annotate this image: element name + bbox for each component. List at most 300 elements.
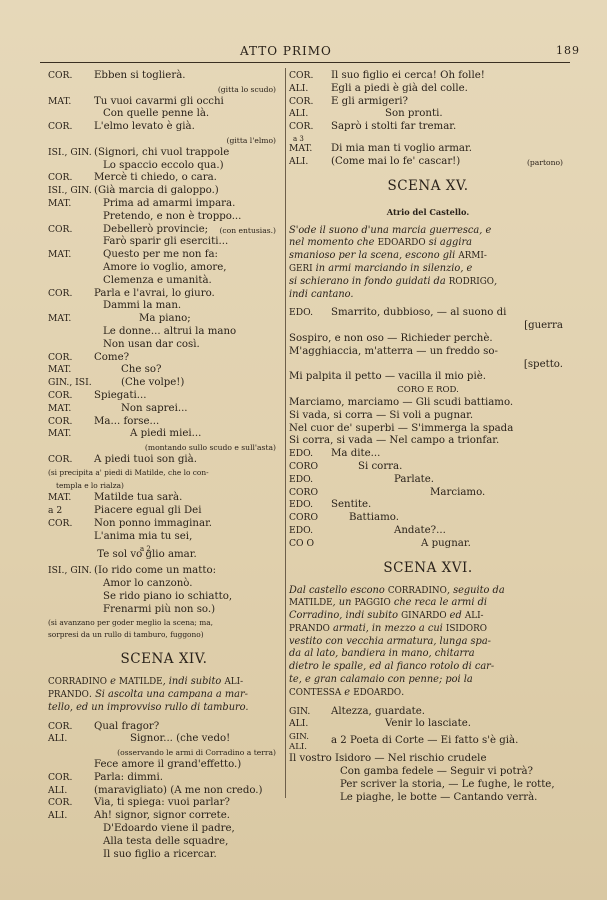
stage-direction-line bbox=[289, 237, 567, 250]
line-text: L'anima mia tu sei, bbox=[94, 530, 193, 542]
line-text: Di mia man ti voglio armar. bbox=[331, 142, 472, 154]
stage-note bbox=[48, 467, 280, 493]
speaker-label: EDO. bbox=[289, 448, 313, 460]
dialogue-line bbox=[48, 565, 280, 578]
stage-text: , indi subito bbox=[162, 676, 225, 688]
speaker-label: MAT. bbox=[48, 313, 72, 325]
line-text: Alla testa delle squadre, bbox=[103, 835, 229, 847]
stage-direction-line bbox=[48, 676, 280, 689]
dialogue-block bbox=[48, 721, 280, 862]
stage-direction-line bbox=[289, 289, 567, 302]
dialogue-line bbox=[48, 797, 280, 810]
stage-text: S'ode il suono d'una marcia guerresca, e bbox=[289, 224, 492, 236]
stage-direction-line bbox=[289, 648, 567, 661]
chorus-line: Marciamo, marciamo — Gli scudi battiamo. bbox=[289, 396, 514, 408]
speaker-label: MAT. bbox=[48, 364, 72, 376]
stage-note: (osservando le armi di Corradino a terra) bbox=[117, 748, 276, 758]
dialogue-line bbox=[48, 531, 280, 544]
character-name: ISIDORO bbox=[445, 623, 487, 634]
line-text: Ma piano; bbox=[139, 313, 191, 325]
line-text: Qual fragor? bbox=[94, 720, 160, 732]
running-header bbox=[0, 42, 607, 62]
dialogue-line bbox=[289, 792, 567, 805]
dialogue-line bbox=[289, 333, 567, 346]
speaker-label: ISI., GIN. bbox=[48, 146, 92, 158]
dialogue-block bbox=[289, 448, 567, 550]
speaker-label: ALI. bbox=[48, 784, 68, 796]
speaker-label: CORO bbox=[289, 486, 319, 498]
line-text: (Già marcia di galoppo.) bbox=[94, 185, 219, 197]
stage-direction-line bbox=[289, 623, 567, 636]
dialogue-line bbox=[48, 352, 280, 365]
line-text: Questo per me non fa: bbox=[103, 249, 218, 261]
dialogue-line bbox=[289, 753, 567, 766]
line-text: Amore io voglio, amore, bbox=[103, 261, 227, 273]
character-name: CORRADINO bbox=[387, 585, 447, 596]
dialogue-line bbox=[48, 441, 280, 454]
character-name: CONTESSA bbox=[289, 687, 342, 698]
line-text: Con gamba fedele — Seguir vi potrà? bbox=[340, 766, 533, 778]
dialogue-line bbox=[48, 810, 280, 823]
dialogue-line bbox=[48, 785, 280, 798]
dialogue-line bbox=[48, 578, 280, 591]
line-text: [guerra bbox=[524, 320, 563, 332]
line-text: Come? bbox=[94, 351, 130, 363]
stage-direction-line bbox=[289, 276, 567, 289]
dialogue-line bbox=[48, 604, 280, 617]
dialogue-line bbox=[48, 364, 280, 377]
stage-note-line: (si precipita a' piedi di Matilde, che lo con- bbox=[48, 467, 209, 477]
speaker-label: COR. bbox=[48, 172, 73, 184]
dialogue-line bbox=[289, 499, 567, 512]
line-text: Non usan dar così. bbox=[103, 338, 200, 350]
line-text: (Che volpe!) bbox=[121, 377, 185, 389]
stage-direction-line bbox=[289, 636, 567, 649]
line-text: Saprò i stolti far tremar. bbox=[331, 121, 457, 133]
line-text: Sentite. bbox=[331, 499, 372, 511]
speaker-label: COR. bbox=[48, 70, 73, 81]
line-text: Egli a piedi è già del colle. bbox=[331, 82, 468, 94]
line-text: (Signori, chi vuol trappole bbox=[94, 146, 230, 158]
stage-direction-line bbox=[289, 225, 567, 238]
character-name: ARMI- bbox=[458, 251, 487, 262]
line-text: Andate?... bbox=[394, 524, 446, 536]
stage-note: (gitta l'elmo) bbox=[226, 135, 276, 145]
line-text: Via, ti spiega: vuoi parlar? bbox=[94, 797, 230, 809]
line-text: Non saprei... bbox=[121, 402, 188, 414]
dialogue-line bbox=[48, 108, 280, 121]
line-text: Venir lo lasciate. bbox=[385, 718, 471, 730]
line-text: (Io rido come un matto: bbox=[94, 565, 217, 577]
stage-note-line: templa e lo rialza) bbox=[56, 480, 124, 490]
dialogue-line bbox=[289, 512, 567, 525]
speaker-label: COR. bbox=[289, 121, 314, 133]
line-text: [spetto. bbox=[523, 358, 563, 370]
speaker-label: MAT. bbox=[289, 142, 313, 154]
dialogue-line bbox=[289, 121, 567, 134]
stage-direction-line bbox=[289, 610, 567, 623]
chorus-line: Nel cuor de' superbi — S'immerga la spada bbox=[289, 422, 514, 434]
stage-text: . bbox=[401, 686, 405, 698]
line-text: Ebben si toglierà. bbox=[94, 70, 186, 81]
line-text: Altezza, guardate. bbox=[331, 705, 426, 717]
line-text: M'agghiaccia, m'atterra — un freddo so- bbox=[289, 345, 498, 357]
dialogue-line bbox=[48, 518, 280, 531]
speaker-label: ISI., GIN. bbox=[48, 185, 92, 197]
scene-setting: Atrio del Castello. bbox=[386, 206, 470, 217]
character-name: EDOARDO bbox=[353, 687, 402, 698]
speaker-label: ALI. bbox=[48, 733, 68, 745]
line-text: Ah! signor, signor correte. bbox=[94, 810, 230, 822]
line-text: Marciamo. bbox=[430, 486, 486, 498]
dialogue-line bbox=[48, 185, 280, 198]
chorus-label: CORO E ROD. bbox=[397, 385, 459, 396]
line-text: Il suo figlio a ricercar. bbox=[103, 848, 217, 860]
stage-note-line: (si avanzano per goder meglio la scena; ma, bbox=[48, 617, 213, 627]
stage-text: te, e gran calamaio con penne; poi la bbox=[289, 674, 473, 686]
stage-text: e bbox=[341, 686, 354, 698]
stage-direction-line bbox=[289, 661, 567, 674]
stage-direction bbox=[289, 585, 567, 700]
dialogue-block bbox=[289, 307, 567, 384]
dialogue-block bbox=[48, 565, 280, 616]
line-text: Prima ad amarmi impara. bbox=[103, 197, 236, 209]
stage-note: (partono) bbox=[526, 157, 563, 167]
line-text: Frenarmi più non so.) bbox=[103, 603, 216, 615]
character-name: ALI- bbox=[224, 677, 244, 688]
header-rule bbox=[40, 62, 570, 63]
dialogue-line bbox=[48, 147, 280, 160]
stage-direction-line bbox=[289, 263, 567, 276]
dialogue-line bbox=[289, 143, 567, 156]
speaker-label: MAT. bbox=[48, 492, 72, 504]
dialogue-line bbox=[48, 339, 280, 352]
dialogue-block bbox=[289, 706, 567, 732]
stage-direction-line bbox=[289, 250, 567, 263]
dialogue-line bbox=[48, 591, 280, 604]
speaker-label: CORO bbox=[289, 512, 319, 524]
speaker-label: MAT. bbox=[48, 428, 72, 440]
dialogue-line bbox=[48, 377, 280, 390]
line-text: Parla e l'avrai, lo giuro. bbox=[94, 287, 215, 299]
right-column bbox=[289, 70, 567, 804]
dialogue-line bbox=[289, 307, 567, 320]
stage-text: dietro le spalle, ed al fianco rotolo di car- bbox=[289, 661, 495, 673]
dialogue-line bbox=[48, 288, 280, 301]
dialogue-line bbox=[48, 836, 280, 849]
stage-direction-line bbox=[48, 689, 280, 702]
stage-text: da al lato, bandiera in mano, chitarra bbox=[289, 648, 475, 660]
left-column bbox=[48, 70, 280, 861]
stage-text: Dal castello escono bbox=[289, 584, 388, 596]
line-text: E gli armigeri? bbox=[331, 95, 408, 107]
speaker-label: GIN. bbox=[289, 705, 311, 717]
dialogue-line bbox=[48, 403, 280, 416]
line-text: Le donne... altrui la mano bbox=[103, 325, 237, 337]
stage-text: si schierano in fondo guidati da bbox=[289, 275, 449, 287]
stage-text: , bbox=[494, 275, 498, 287]
line-text: A piedi miei... bbox=[130, 428, 202, 440]
speaker-label: GIN. bbox=[289, 732, 309, 743]
line-text: D'Edoardo viene il padre, bbox=[103, 823, 235, 835]
stage-direction bbox=[289, 225, 567, 302]
stage-note: (gitta lo scudo) bbox=[217, 84, 276, 94]
speaker-label: COR. bbox=[48, 797, 73, 809]
dialogue-line bbox=[48, 492, 280, 505]
stage-text: . Si ascolta una campana a mar- bbox=[88, 689, 248, 701]
stage-note: (montando sullo scudo e sull'asta) bbox=[144, 443, 276, 453]
dialogue-line bbox=[48, 224, 280, 237]
speaker-label: ALI. bbox=[289, 155, 309, 167]
dialogue-line bbox=[48, 721, 280, 734]
dialogue-line bbox=[48, 505, 280, 518]
dialogue-line bbox=[289, 779, 567, 792]
line-text: Amor lo canzonò. bbox=[103, 578, 193, 590]
speaker-label: COR. bbox=[48, 287, 73, 299]
speaker-label: MAT. bbox=[48, 95, 72, 107]
dialogue-line bbox=[48, 823, 280, 836]
chorus-line: Si corra, si vada — Nel campo a trionfar. bbox=[289, 435, 500, 447]
dialogue-block bbox=[289, 753, 567, 804]
dialogue-line bbox=[289, 766, 567, 779]
dialogue-line bbox=[289, 346, 567, 359]
speaker-label: ALI. bbox=[289, 82, 309, 94]
duet-mark: a 2 bbox=[140, 545, 151, 554]
character-name: PAGGIO bbox=[354, 598, 391, 609]
header-title: ATTO PRIMO bbox=[240, 44, 332, 58]
character-name: ALI- bbox=[464, 611, 484, 622]
dialogue-line bbox=[289, 461, 567, 474]
trio-mark: a 3 bbox=[293, 134, 304, 143]
dialogue-line bbox=[289, 731, 567, 753]
character-name: PRANDO bbox=[48, 690, 89, 701]
speaker-label: COR. bbox=[48, 121, 73, 133]
dialogue-block bbox=[289, 70, 567, 134]
stage-text: , un bbox=[332, 597, 355, 609]
dialogue-line bbox=[48, 262, 280, 275]
dialogue-line bbox=[289, 706, 567, 719]
line-text: Spiegati... bbox=[94, 389, 147, 401]
line-text: (Come mai lo fe' cascar!) bbox=[331, 155, 461, 167]
speaker-label: COR. bbox=[48, 389, 73, 401]
dialogue-line bbox=[48, 121, 280, 134]
dialogue-line bbox=[48, 733, 280, 746]
dialogue-line bbox=[48, 428, 280, 441]
dialogue-line bbox=[289, 487, 567, 500]
line-text: Piacere egual gli Dei bbox=[94, 505, 202, 517]
dialogue-block bbox=[48, 492, 280, 543]
line-text: Si corra. bbox=[358, 460, 403, 472]
dialogue-line bbox=[289, 525, 567, 538]
stage-text: che reca le armi di bbox=[390, 597, 487, 609]
character-name: EDOARDO bbox=[377, 238, 426, 249]
scene-heading: SCENA XIV. bbox=[120, 651, 208, 668]
character-name: GINARDO bbox=[401, 611, 447, 622]
dialogue-line bbox=[48, 83, 280, 96]
stage-text: ed bbox=[446, 610, 465, 622]
dialogue-line bbox=[48, 172, 280, 185]
stage-text: , seguito da bbox=[446, 584, 505, 596]
stage-note bbox=[48, 617, 280, 643]
dialogue-line bbox=[48, 198, 280, 211]
character-name: PRANDO bbox=[289, 623, 330, 634]
line-text: Ma... forse... bbox=[94, 415, 160, 427]
line-text: A piedi tuoi son già. bbox=[94, 453, 197, 465]
speaker-label: ALI. bbox=[289, 718, 309, 730]
dialogue-line bbox=[48, 249, 280, 262]
speaker-label: COR. bbox=[48, 517, 73, 529]
stage-text: Corradino, indi subito bbox=[289, 610, 402, 622]
character-name: MATILDE bbox=[289, 598, 333, 609]
stage-text: smanioso per la scena, escono gli bbox=[289, 250, 459, 262]
stage-direction-line bbox=[289, 674, 567, 687]
line-text: A pugnar. bbox=[421, 537, 471, 549]
dialogue-line bbox=[48, 416, 280, 429]
dialogue-line bbox=[289, 448, 567, 461]
dialogue-line bbox=[48, 236, 280, 249]
speaker-label: CO O bbox=[289, 537, 315, 549]
stage-text: nel momento che bbox=[289, 237, 378, 249]
stage-direction-line bbox=[289, 597, 567, 610]
line-text: Signor... (che vedo! bbox=[130, 733, 231, 745]
stage-text: tello, ed un improvviso rullo di tamburo. bbox=[48, 701, 249, 713]
line-text: Dammi la man. bbox=[103, 300, 182, 312]
scene-heading: SCENA XVI. bbox=[383, 559, 473, 576]
dialogue-line bbox=[289, 474, 567, 487]
speaker-label: a 2 bbox=[48, 505, 63, 517]
character-name: MATILDE bbox=[119, 677, 163, 688]
line-text: Battiamo. bbox=[349, 512, 399, 524]
speaker-label: CORO bbox=[289, 460, 319, 472]
line-text: vo bbox=[130, 549, 143, 561]
line-text: Mercè ti chiedo, o cara. bbox=[94, 172, 217, 184]
dialogue-line bbox=[48, 326, 280, 339]
dialogue-line bbox=[48, 300, 280, 313]
stage-text: in armi marciando in silenzio, e bbox=[312, 262, 473, 274]
column-divider bbox=[285, 68, 286, 798]
dialogue-line bbox=[48, 134, 280, 147]
dialogue-line bbox=[289, 156, 567, 169]
speaker-label: COR. bbox=[48, 223, 73, 235]
line-text: Pretendo, e non è troppo... bbox=[103, 210, 242, 222]
dialogue-line bbox=[289, 359, 567, 372]
dialogue-block bbox=[48, 70, 280, 467]
line-text: Sospiro, e non oso — Richieder perchè. bbox=[289, 332, 493, 344]
stage-note: (con entusias.) bbox=[219, 225, 276, 235]
dialogue-line bbox=[48, 454, 280, 467]
stage-direction-line bbox=[289, 585, 567, 598]
line-text: glio amar. bbox=[145, 549, 197, 561]
stage-text: e bbox=[106, 676, 120, 688]
line-text: Debellerò provincie; bbox=[103, 223, 209, 235]
line-text: Se rido piano io schiatto, bbox=[103, 591, 233, 603]
line-text: (maravigliato) (A me non credo.) bbox=[94, 784, 263, 796]
line-text: Son pronti. bbox=[385, 108, 443, 120]
speaker-label: MAT. bbox=[48, 402, 72, 414]
speaker-label: ALI. bbox=[48, 810, 68, 822]
line-text: a 2 Poeta di Corte — Ei fatto s'è già. bbox=[331, 735, 519, 747]
speaker-label: COR. bbox=[48, 415, 73, 427]
speaker-label: COR. bbox=[289, 95, 314, 107]
dialogue-line bbox=[48, 96, 280, 109]
chorus-line: Si vada, si corra — Si voli a pugnar. bbox=[289, 409, 474, 421]
character-name: GERI bbox=[289, 263, 313, 274]
speaker-label: ISI., GIN. bbox=[48, 565, 92, 577]
dialogue-line bbox=[48, 160, 280, 173]
stage-text: si aggira bbox=[425, 237, 472, 249]
dialogue-line bbox=[289, 718, 567, 731]
line-text: Tu vuoi cavarmi gli occhi bbox=[94, 95, 224, 107]
dialogue-line bbox=[289, 108, 567, 121]
line-text: Parlate. bbox=[394, 473, 435, 485]
speaker-label: EDO. bbox=[289, 524, 313, 536]
speaker-label: ALI. bbox=[289, 742, 308, 753]
line-text: Le piaghe, le botte — Cantando verrà. bbox=[340, 791, 538, 803]
dialogue-line bbox=[289, 70, 567, 83]
stage-text: vestito con vecchia armatura, lunga spa- bbox=[289, 635, 491, 647]
line-text: Parla: dimmi. bbox=[94, 771, 163, 783]
dialogue-line bbox=[289, 371, 567, 384]
character-name: CORRADINO bbox=[48, 677, 107, 688]
trio-mark-line bbox=[289, 134, 567, 143]
stage-direction-line bbox=[48, 702, 280, 715]
stage-direction-line bbox=[289, 687, 567, 700]
dialogue-line bbox=[48, 746, 280, 759]
dialogue-line bbox=[48, 70, 280, 83]
stage-note-line: sorpresi da un rullo di tamburo, fuggono) bbox=[48, 630, 204, 640]
speaker-label: EDO. bbox=[289, 307, 313, 319]
speaker-label: ALI. bbox=[289, 108, 309, 120]
dialogue-line bbox=[48, 772, 280, 785]
line-text: Lo spaccio eccolo qua.) bbox=[103, 159, 224, 171]
dialogue-line bbox=[48, 211, 280, 224]
line-text: Mi palpita il petto — vacilla il mio piè. bbox=[289, 371, 486, 383]
dialogue-line bbox=[289, 83, 567, 96]
stage-text: indi cantano. bbox=[289, 288, 354, 300]
line-text: Fece amore il grand'effetto.) bbox=[94, 759, 242, 771]
line-text: Ma dite... bbox=[331, 448, 381, 460]
speaker-label: COR. bbox=[289, 70, 314, 81]
dialogue-line bbox=[289, 96, 567, 109]
page-number: 189 bbox=[556, 44, 580, 57]
dialogue-line bbox=[48, 849, 280, 862]
dialogue-line bbox=[48, 759, 280, 772]
dialogue-line bbox=[289, 538, 567, 551]
speaker-label: MAT. bbox=[48, 249, 72, 261]
line-text: Matilde tua sarà. bbox=[94, 492, 183, 504]
line-text: Farò sparir gli eserciti... bbox=[103, 236, 229, 248]
speaker-label: COR. bbox=[48, 720, 73, 732]
line-text: Il vostro Isidoro — Nel rischio crudele bbox=[289, 753, 487, 765]
speaker-label: EDO. bbox=[289, 499, 313, 511]
stage-direction bbox=[48, 676, 280, 714]
dialogue-line bbox=[48, 390, 280, 403]
line-text: Non ponno immaginar. bbox=[94, 517, 213, 529]
dialogue-line bbox=[48, 313, 280, 326]
line-text: L'elmo levato è già. bbox=[94, 121, 195, 133]
line-text: Per scriver la storia, — Le fughe, le rotte, bbox=[340, 778, 555, 790]
dialogue-line bbox=[48, 275, 280, 288]
speaker-label: COR. bbox=[48, 453, 73, 465]
line-text: Il suo figlio ei cerca! Oh folle! bbox=[331, 70, 485, 81]
stage-text: armati, in mezzo a cui bbox=[329, 622, 446, 634]
line-text: Te sol bbox=[97, 549, 128, 561]
speaker-label: EDO. bbox=[289, 473, 313, 485]
speaker-label: COR. bbox=[48, 771, 73, 783]
speaker-label: MAT. bbox=[48, 197, 72, 209]
dialogue-line bbox=[289, 320, 567, 333]
dialogue-block bbox=[289, 143, 567, 169]
